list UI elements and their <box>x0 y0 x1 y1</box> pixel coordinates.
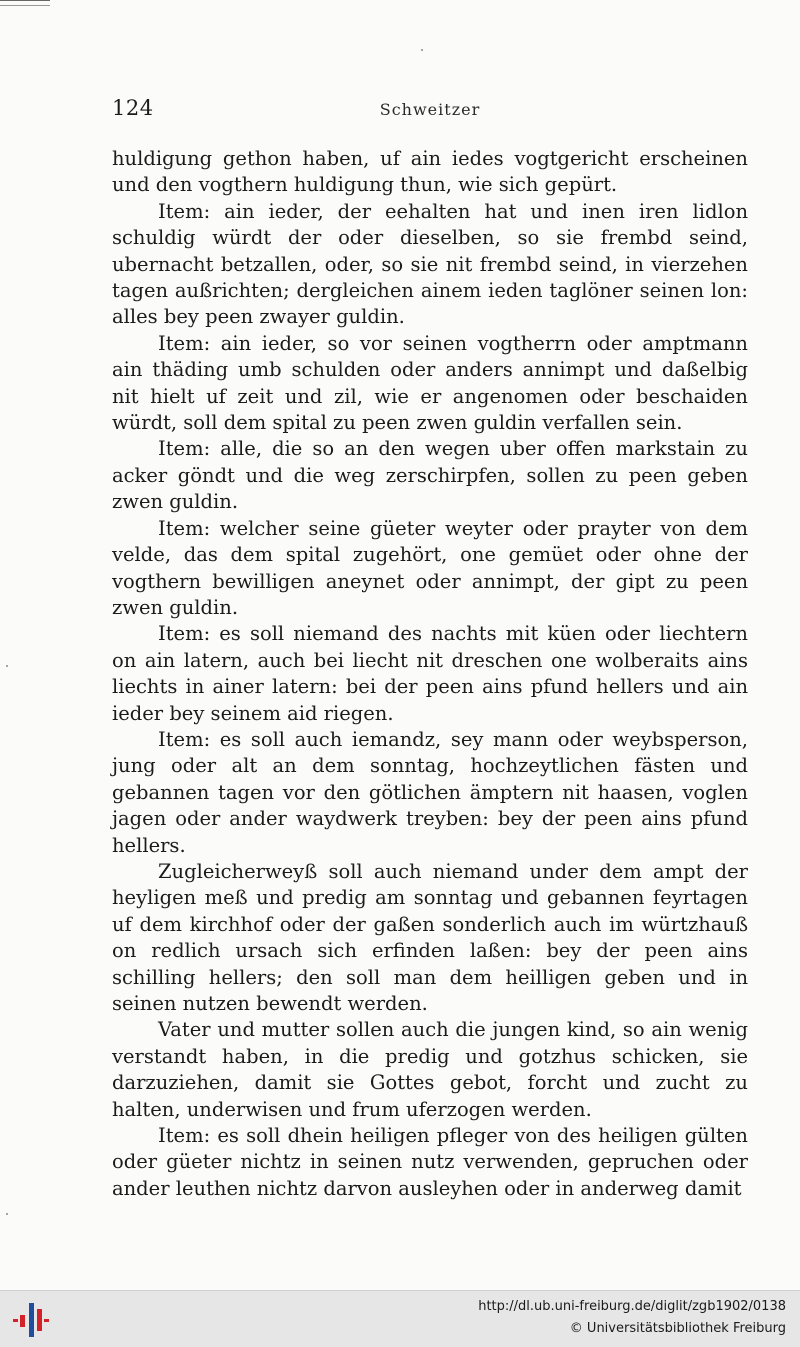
permalink-url[interactable]: http://dl.ub.uni-freiburg.de/diglit/zgb1902/0138 <box>478 1299 786 1314</box>
paragraph: Item: es soll niemand des nachts mit küen oder liechtern on ain latern, auch bei liecht nit dreschen one wolberaits ains liechts in ainer latern: bei der peen ains pfund hellers und ain ieder bey seinem aid riegen. <box>112 622 748 725</box>
scan-speck <box>6 1213 8 1215</box>
paragraph: Item: ain ieder, so vor seinen vogtherrn oder amptmann ain thäding umb schulden oder anders annimpt und daßelbig nit hielt uf zeit und zil, wie er angenomen oder beschaiden würdt, soll dem spital zu peen zwen guldin verfallen sein. <box>112 331 748 435</box>
paragraph: huldigung gethon haben, uf ain iedes vogtgericht erscheinen und den vogthern huldigung thun, wie sich gepürt. <box>112 147 748 197</box>
paragraph: Item: ain ieder, der eehalten hat und inen iren lidlon schuldig würdt der oder dieselben, so sie frembd seind, ubernacht betzallen, oder, so sie nit frembd seind, in vierzehen tagen außrichten; dergleichen ainem ieden taglöner seinen lon: alles bey peen zwayer guldin. <box>112 199 748 329</box>
paragraph: Item: alle, die so an den wegen uber offen markstain zu acker göndt und die weg zerschirpfen, sollen zu peen geben zwen guldin. <box>112 437 748 514</box>
scan-speck <box>421 49 423 51</box>
paragraph: Zugleicherweyß soll auch niemand under dem ampt der heyligen meß und predig am sonntag und gebannen feyrtagen uf dem kirchhof oder der gaßen sonderlich auch im würtzhauß on redlich ursach sich erfinden laßen: bey der peen ains schilling hellers; den soll man dem heilligen geben und in seinen nutzen bewendt werden. <box>112 859 748 1015</box>
body-text <box>112 146 748 1202</box>
ub-freiburg-logo-icon[interactable] <box>10 1299 50 1339</box>
paragraph: Item: es soll auch iemandz, sey mann oder weybsperson, jung oder alt an dem sonntag, hochzeytlichen fästen und gebannen tagen vor den götlichen ämptern nit haasen, voglen jagen oder ander waydwerk treyben: bey der peen ains pfund hellers. <box>112 727 748 857</box>
paragraph: Item: welcher seine güeter weyter oder prayter von dem velde, das dem spital zugehört, one gemüet oder ohne der vogthern bewilligen aneynet oder annimpt, der gipt zu peen zwen guldin. <box>112 516 748 619</box>
scan-corner-mark <box>0 0 50 6</box>
page-number: 124 <box>112 96 154 120</box>
page-header <box>112 96 748 126</box>
paragraph: Item: es soll dhein heiligen pfleger von des heiligen gülten oder güeter nichtz in seinen nutz verwenden, gepruchen oder ander leuthen nichtz darvon ausleyhen oder in anderweg damit <box>112 1124 748 1200</box>
viewer-footer <box>0 1290 800 1347</box>
running-head: Schweitzer <box>379 100 481 119</box>
scan-speck <box>6 665 8 667</box>
copyright-notice: © Universitätsbibliothek Freiburg <box>569 1321 786 1336</box>
paragraph: Vater und mutter sollen auch die jungen kind, so ain wenig verstandt haben, in die predig und gotzhus schicken, sie darzuziehen, damit sie Gottes gebot, forcht und zucht zu halten, underwisen und frum uferzogen werden. <box>112 1018 748 1121</box>
